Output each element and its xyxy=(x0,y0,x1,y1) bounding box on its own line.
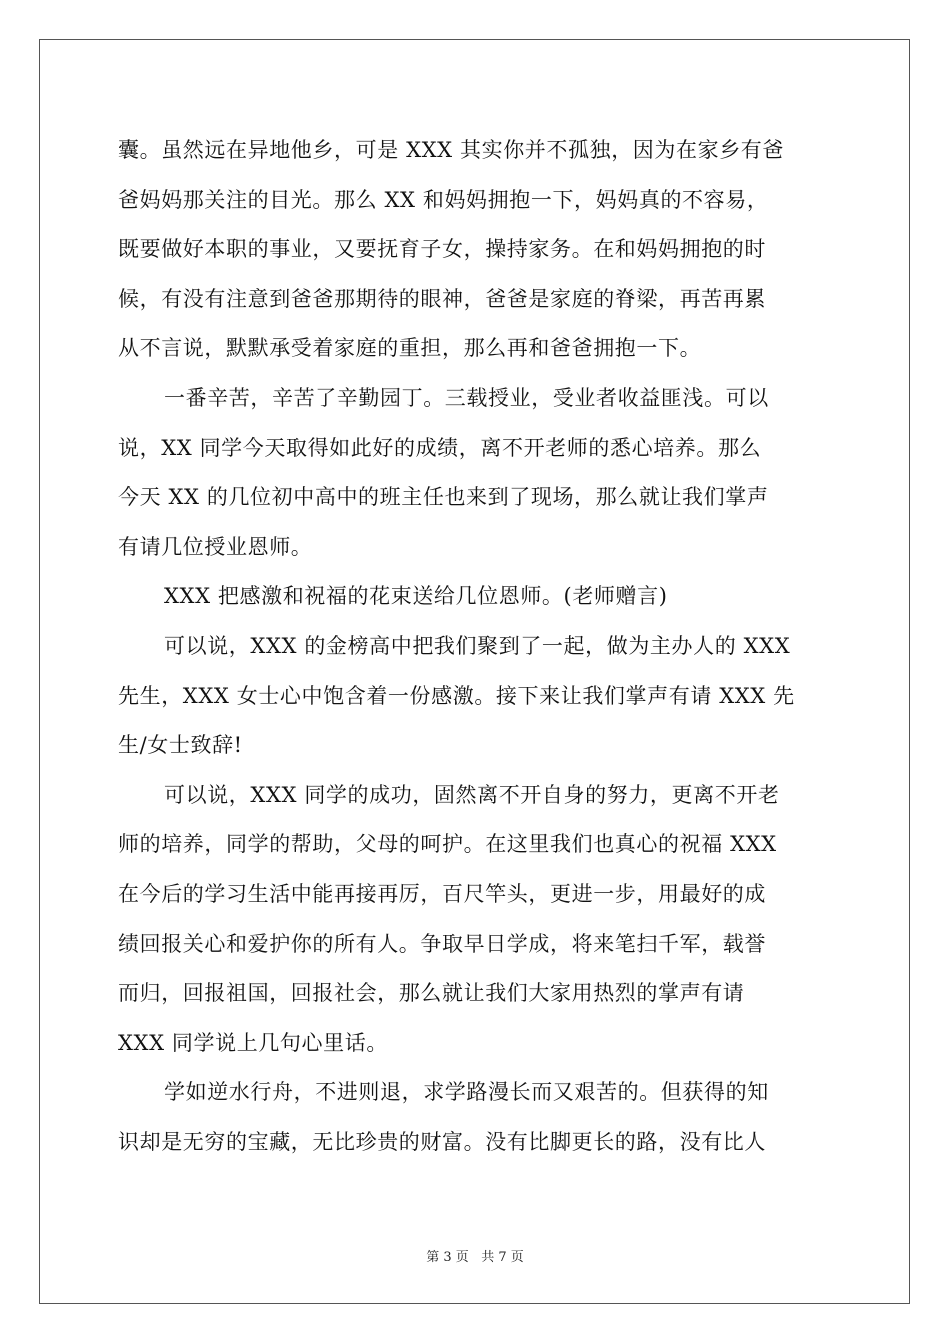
text-line: 囊。虽然远在异地他乡，可是 XXX 其实你并不孤独，因为在家乡有爸 xyxy=(118,138,784,162)
text-line: 识却是无穷的宝藏，无比珍贵的财富。没有比脚更长的路，没有比人 xyxy=(118,1129,766,1154)
page-number-footer: 第 3 页 共 7 页 xyxy=(426,1250,524,1265)
paragraph-first-line: XXX 把感激和祝福的花束送给几位恩师。(老师赠言) xyxy=(164,584,668,609)
text-line: 从不言说，默默承受着家庭的重担，那么再和爸爸拥抱一下。 xyxy=(118,336,702,361)
text-line: 而归，回报祖国，回报社会，那么就让我们大家用热烈的掌声有请 xyxy=(118,981,745,1006)
text-line: XXX 同学说上几句心里话。 xyxy=(118,1030,388,1055)
text-line: 说，XX 同学今天取得如此好的成绩，离不开老师的悉心培养。那么 xyxy=(118,435,762,460)
text-line: 绩回报关心和爱护你的所有人。争取早日学成，将来笔扫千军，载誉 xyxy=(118,931,766,956)
document-body xyxy=(118,126,840,1167)
paragraph-first-line: 学如逆水行舟，不进则退，求学路漫长而又艰苦的。但获得的知 xyxy=(164,1080,769,1105)
text-line: 生/女士致辞! xyxy=(118,733,243,758)
text-line: 今天 XX 的几位初中高中的班主任也来到了现场，那么就让我们掌声 xyxy=(118,485,769,510)
text-line: 既要做好本职的事业，又要抚育子女，操持家务。在和妈妈拥抱的时 xyxy=(118,237,766,262)
paragraph-first-line: 可以说，XXX 同学的成功，固然离不开自身的努力，更离不开老 xyxy=(164,782,780,807)
text-line: 有请几位授业恩师。 xyxy=(118,534,313,559)
text-line: 师的培养，同学的帮助，父母的呵护。在这里我们也真心的祝福 XXX xyxy=(118,832,777,857)
paragraph-first-line: 可以说，XXX 的金榜高中把我们聚到了一起，做为主办人的 XXX xyxy=(164,633,791,658)
text-line: 先生，XXX 女士心中饱含着一份感激。接下来让我们掌声有请 XXX 先 xyxy=(118,683,795,708)
text-line: 在今后的学习生活中能再接再厉，百尺竿头，更进一步，用最好的成 xyxy=(118,881,766,906)
paragraph-first-line: 一番辛苦，辛苦了辛勤园丁。三载授业，受业者收益匪浅。可以 xyxy=(164,385,769,410)
text-line: 候，有没有注意到爸爸那期待的眼神，爸爸是家庭的脊梁，再苦再累 xyxy=(118,286,766,311)
text-line: 爸妈妈那关注的目光。那么 XX 和妈妈拥抱一下，妈妈真的不容易， xyxy=(118,187,769,212)
